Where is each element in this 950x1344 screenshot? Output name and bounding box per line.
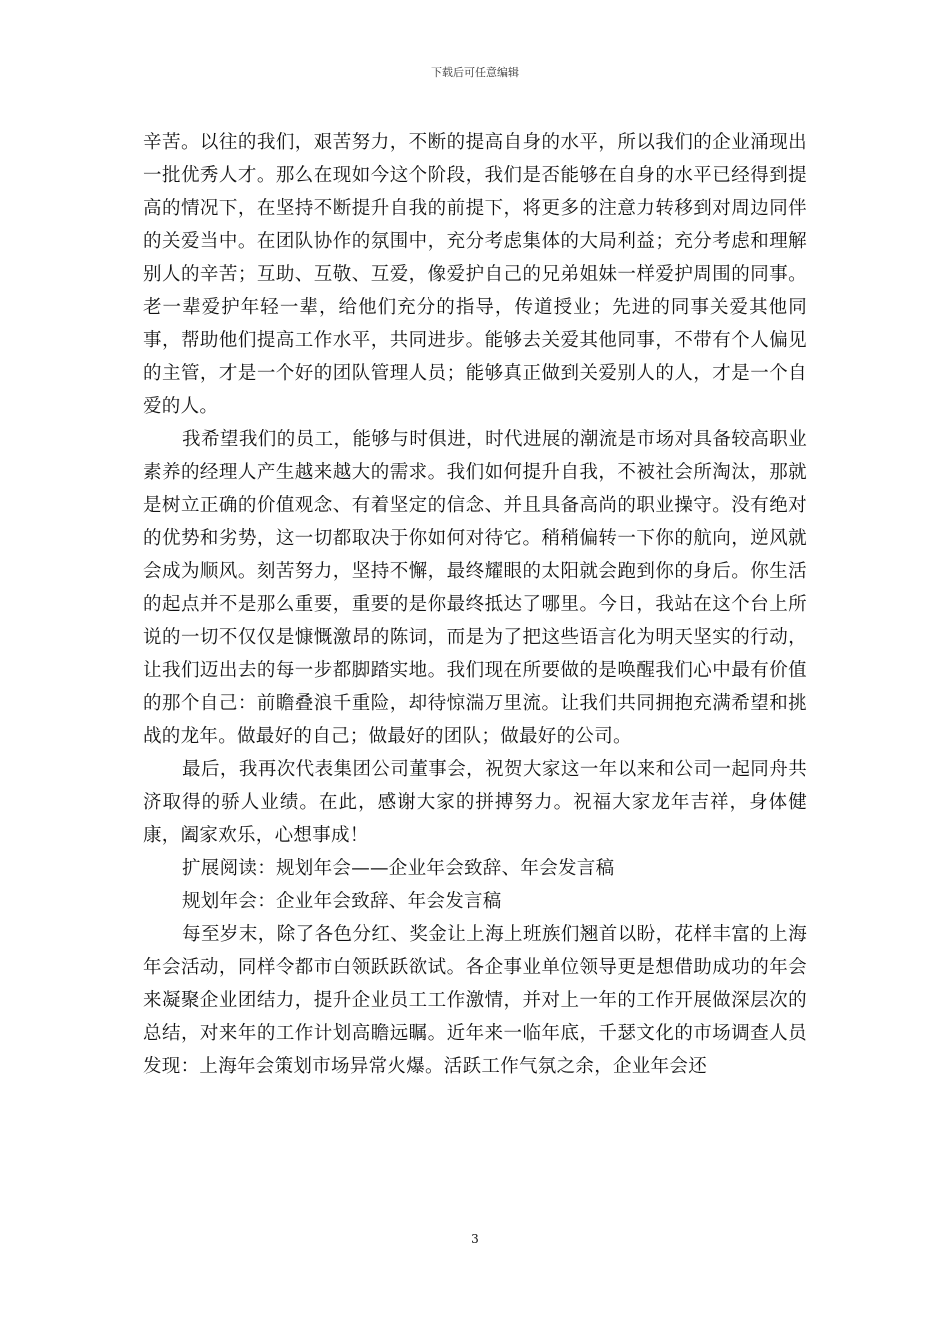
paragraph-closing: 最后，我再次代表集团公司董事会，祝贺大家这一年以来和公司一起同舟共济取得的骄人业绩。在此，感谢大家的拼搏努力。祝福大家龙年吉祥，身体健康，阖家欢乐，心想事成！ [143,759,807,846]
page-number: 3 [471,1232,479,1246]
paragraph-continuation: 辛苦。以往的我们，艰苦努力，不断的提高自身的水平，所以我们的企业涌现出一批优秀人才。那么在现如今这个阶段，我们是否能够在自身的水平已经得到提高的情况下，在坚持不断提升自我的前提下，将更多的注意力转移到对周边同伴的关爱当中。在团队协作的氛围中，充分考虑集体的大局利益；充分考虑和理解别人的辛苦；互助、互敬、互爱，像爱护自己的兄弟姐妹一样爱护周围的同事。老一辈爱护年轻一辈，给他们充分的指导，传道授业；先进的同事关爱其他同事，帮助他们提高工作水平，共同进步。能够去关爱其他同事，不带有个人偏见的主管，才是一个好的团队管理人员；能够真正做到关爱别人的人，才是一个自爱的人。 [143,132,807,417]
paragraph-year-end: 每至岁末，除了各色分红、奖金让上海上班族们翘首以盼，花样丰富的上海年会活动，同样令都市白领跃跃欲试。各企事业单位领导更是想借助成功的年会来凝聚企业团结力，提升企业员工工作激情，并对上一年的工作开展做深层次的总结，对来年的工作计划高瞻远瞩。近年来一临年底，千瑟文化的市场调查人员发现：上海年会策划市场异常火爆。活跃工作气氛之余，企业年会还 [143,924,807,1077]
page-header: 下载后可任意编辑 [431,66,519,79]
paragraph-subtitle: 规划年会：企业年会致辞、年会发言稿 [182,891,502,912]
paragraph-employees: 我希望我们的员工，能够与时俱进，时代进展的潮流是市场对具备较高职业素养的经理人产生越来越大的需求。我们如何提升自我，不被社会所淘汰，那就是树立正确的价值观念、有着坚定的信念、并且具备高尚的职业操守。没有绝对的优势和劣势，这一切都取决于你如何对待它。稍稍偏转一下你的航向，逆风就会成为顺风。刻苦努力，坚持不懈，最终耀眼的太阳就会跑到你的身后。你生活的起点并不是那么重要，重要的是你最终抵达了哪里。今日，我站在这个台上所说的一切不仅仅是慷慨激昂的陈词，而是为了把这些语言化为明天坚实的行动，让我们迈出去的每一步都脚踏实地。我们现在所要做的是唤醒我们心中最有价值的那个自己：前瞻叠浪千重险，却待惊湍万里流。让我们共同拥抱充满希望和挑战的龙年。做最好的自己；做最好的团队；做最好的公司。 [143,429,807,747]
paragraph-extended-reading: 扩展阅读：规划年会——企业年会致辞、年会发言稿 [182,858,615,879]
document-body [143,126,807,1083]
